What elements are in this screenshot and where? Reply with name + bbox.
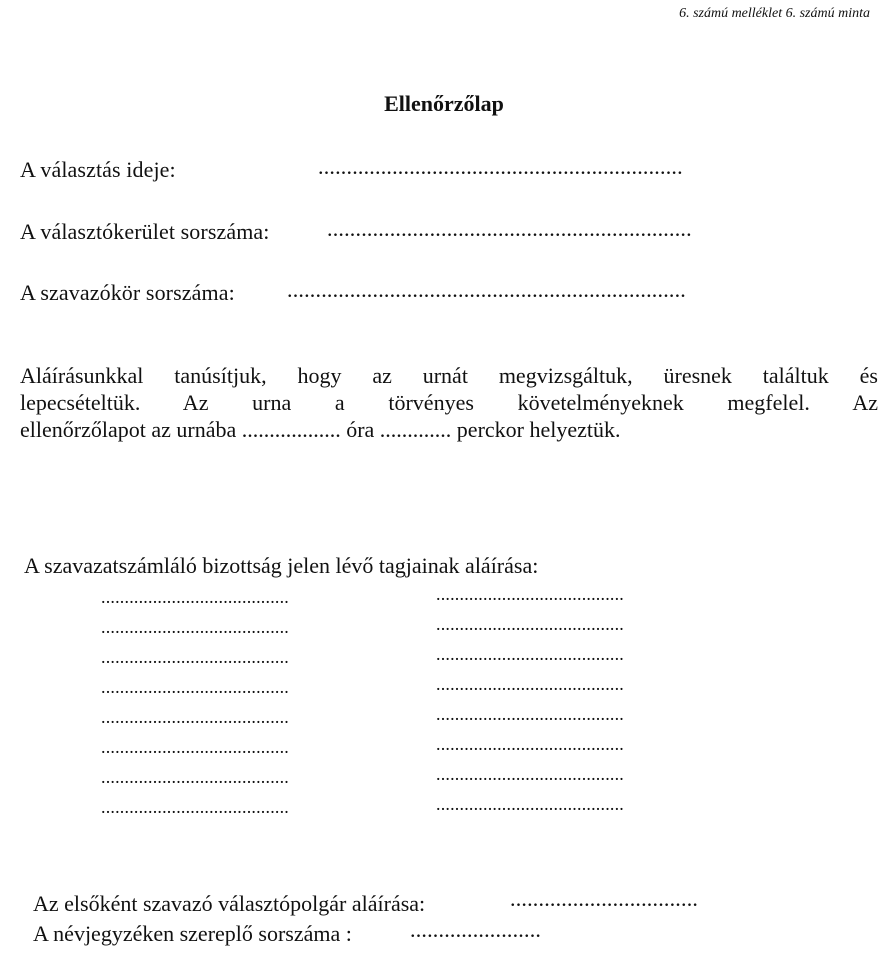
signature-line[interactable]: ........................................	[101, 617, 289, 637]
annex-reference: 6. számú melléklet 6. számú minta	[679, 6, 870, 21]
signature-line[interactable]: ........................................	[101, 707, 289, 727]
signature-line[interactable]: ........................................	[436, 674, 624, 694]
signature-line[interactable]: ........................................	[436, 644, 624, 664]
polling-station-number-label: A szavazókör sorszáma:	[20, 280, 235, 305]
certification-line: lepecsételtük. Az urna a törvényes követelményeknek megfelel. Az	[20, 390, 878, 415]
district-number-label: A választókerület sorszáma:	[20, 219, 270, 244]
signature-line[interactable]: ........................................	[436, 584, 624, 604]
signature-line[interactable]: ........................................	[436, 794, 624, 814]
signature-column-left	[101, 582, 289, 822]
certification-line: ellenőrzőlapot az urnába .................. óra ............. perckor helyeztük.	[20, 417, 621, 442]
signature-line[interactable]: ........................................	[436, 704, 624, 724]
page-title: Ellenőrzőlap	[384, 91, 504, 116]
district-number-field[interactable]: ................................................................	[327, 216, 692, 241]
election-date-field[interactable]: ................................................................	[318, 154, 683, 179]
certification-paragraph	[20, 362, 878, 443]
signature-line[interactable]: ........................................	[101, 677, 289, 697]
signature-line[interactable]: ........................................	[101, 737, 289, 757]
register-number-label: A névjegyzéken szereplő sorszáma :	[33, 921, 352, 946]
polling-station-number-field[interactable]: ......................................................................	[287, 277, 686, 302]
signature-line[interactable]: ........................................	[436, 764, 624, 784]
signature-line[interactable]: ........................................	[101, 797, 289, 817]
signatures-heading: A szavazatszámláló bizottság jelen lévő tagjainak aláírása:	[24, 553, 539, 578]
signature-line[interactable]: ........................................	[436, 614, 624, 634]
signature-line[interactable]: ........................................	[436, 734, 624, 754]
signature-line[interactable]: ........................................	[101, 587, 289, 607]
register-number-field[interactable]: .......................	[410, 917, 542, 942]
certification-line: Aláírásunkkal tanúsítjuk, hogy az urnát megvizsgáltuk, üresnek találtuk és	[20, 363, 878, 388]
election-date-label: A választás ideje:	[20, 157, 176, 182]
first-voter-signature-field[interactable]: .................................	[510, 886, 699, 911]
signature-column-right	[436, 579, 624, 819]
first-voter-signature-label: Az elsőként szavazó választópolgár aláírása:	[33, 891, 426, 916]
signature-line[interactable]: ........................................	[101, 767, 289, 787]
signature-line[interactable]: ........................................	[101, 647, 289, 667]
